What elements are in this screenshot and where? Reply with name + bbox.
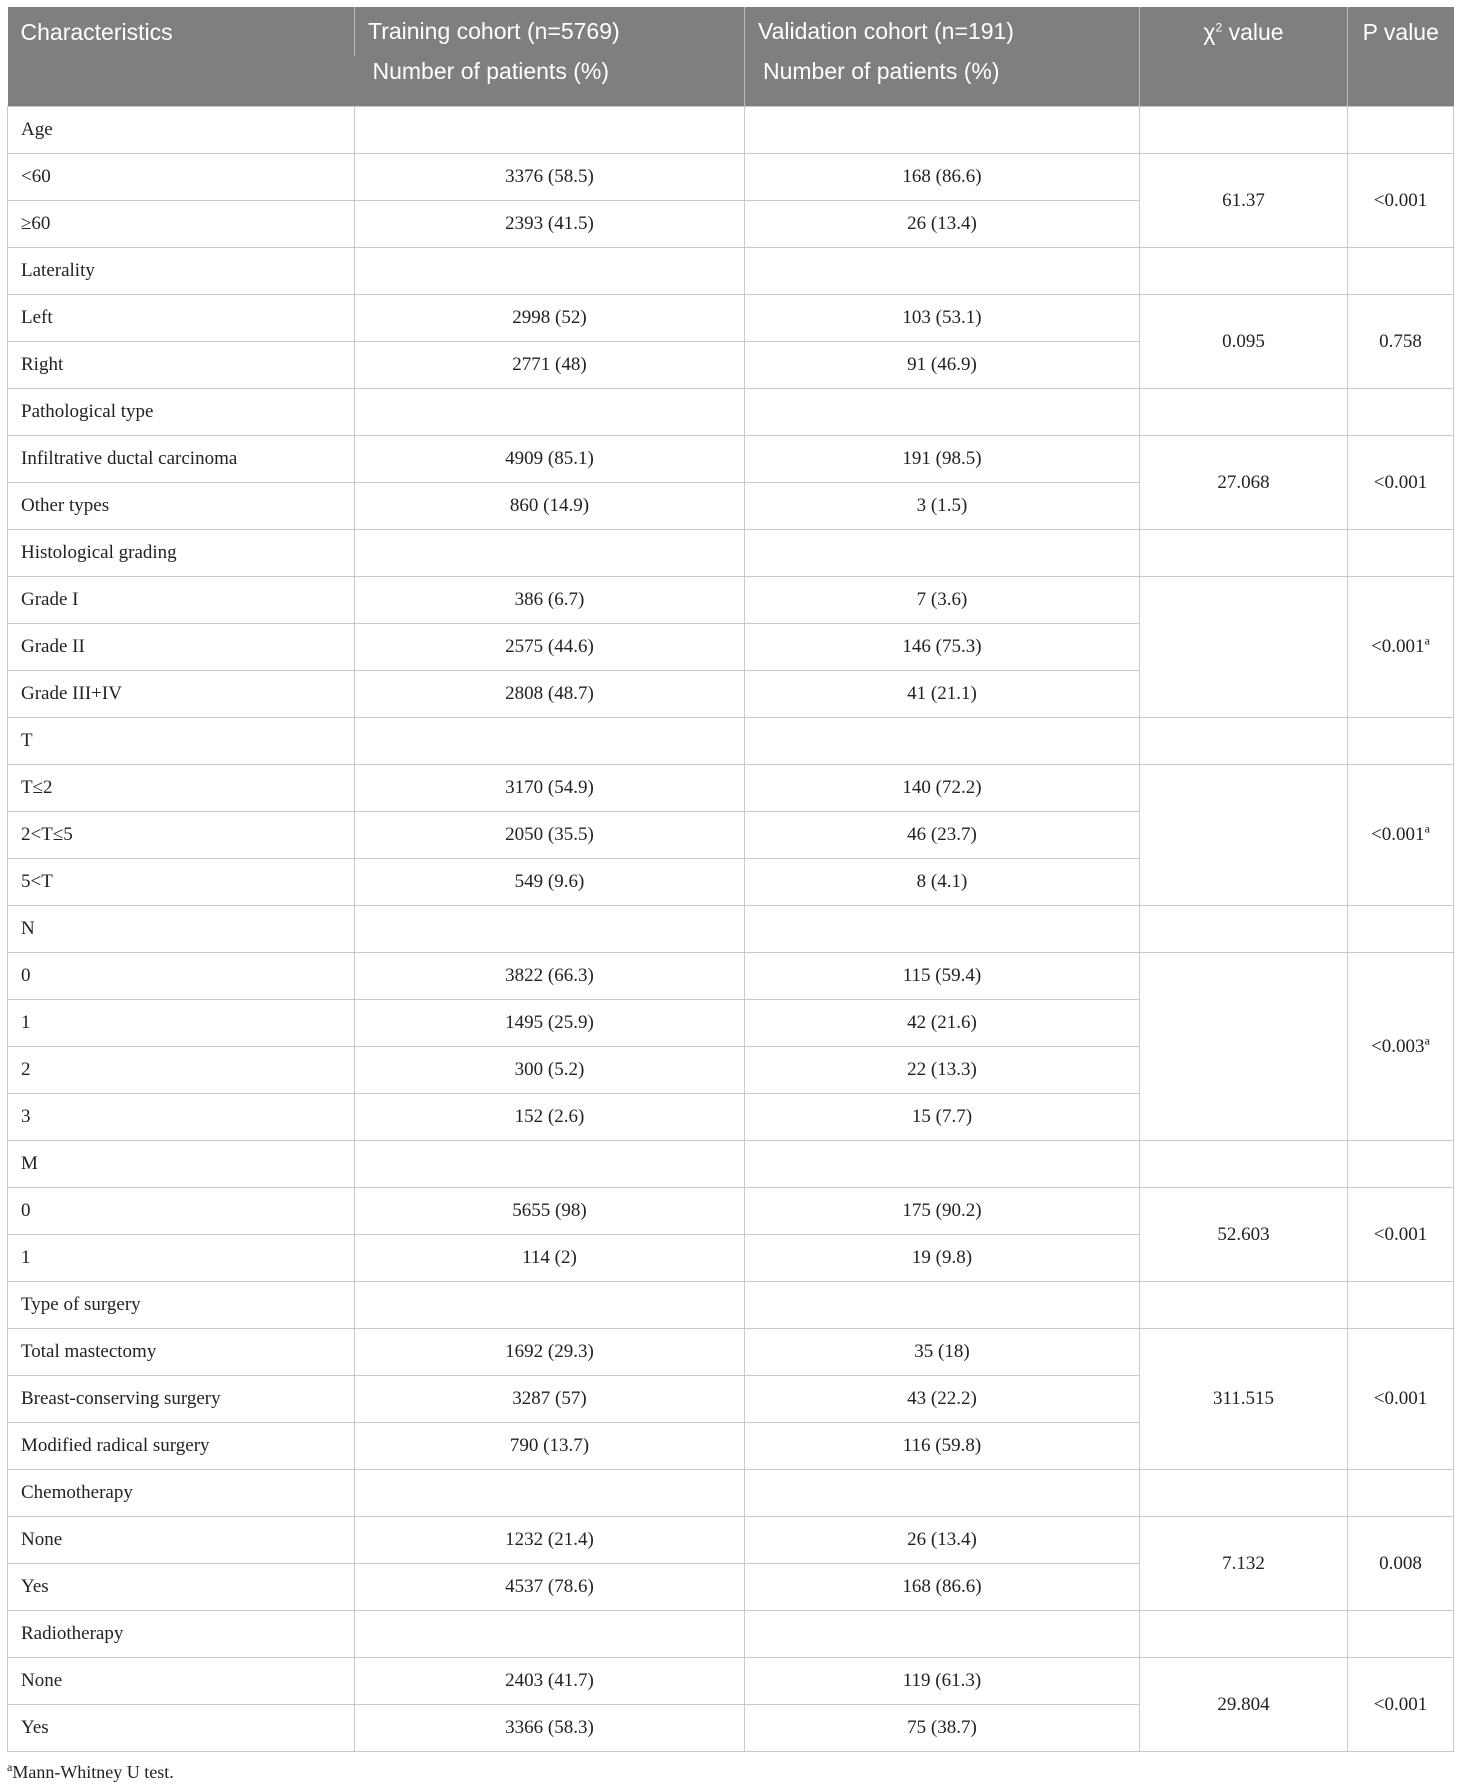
training-value: 4909 (85.1)	[355, 436, 745, 483]
table-container	[7, 7, 1453, 1752]
training-value: 1232 (21.4)	[355, 1517, 745, 1564]
training-value: 1495 (25.9)	[355, 1000, 745, 1047]
p-value	[1348, 1658, 1454, 1752]
validation-value: 46 (23.7)	[745, 812, 1140, 859]
row-label: 0	[8, 953, 355, 1000]
group-validation-empty	[745, 1282, 1140, 1329]
training-value: 386 (6.7)	[355, 577, 745, 624]
table-row	[8, 154, 1454, 201]
group-p-empty	[1348, 718, 1454, 765]
table-row	[8, 436, 1454, 483]
row-label: None	[8, 1658, 355, 1705]
col-training: Training cohort (n=5769)	[355, 7, 745, 56]
group-training-empty	[355, 389, 745, 436]
row-label: 2<T≤5	[8, 812, 355, 859]
p-value-text: <0.001	[1373, 1693, 1428, 1715]
training-value: 152 (2.6)	[355, 1094, 745, 1141]
training-value: 5655 (98)	[355, 1188, 745, 1235]
col-chi-square	[1140, 7, 1348, 107]
row-label: Grade III+IV	[8, 671, 355, 718]
p-value-superscript: a	[1424, 821, 1430, 836]
footnote-text: Mann-Whitney U test.	[12, 1762, 174, 1782]
validation-value: 103 (53.1)	[745, 295, 1140, 342]
row-label: Infiltrative ductal carcinoma	[8, 436, 355, 483]
footnote-marker: a	[7, 1760, 13, 1774]
group-chi-empty	[1140, 530, 1348, 577]
training-value: 2575 (44.6)	[355, 624, 745, 671]
validation-value: 7 (3.6)	[745, 577, 1140, 624]
group-training-empty	[355, 906, 745, 953]
group-training-empty	[355, 530, 745, 577]
p-value-text: 0.008	[1379, 1552, 1422, 1574]
p-value-superscript: a	[1424, 633, 1430, 648]
group-header-row	[8, 906, 1454, 953]
validation-value: 26 (13.4)	[745, 1517, 1140, 1564]
p-value-text: <0.003	[1371, 1035, 1425, 1057]
group-validation-empty	[745, 107, 1140, 154]
validation-value: 140 (72.2)	[745, 765, 1140, 812]
p-value	[1348, 953, 1454, 1141]
row-label: Breast-conserving surgery	[8, 1376, 355, 1423]
group-chi-empty	[1140, 1282, 1348, 1329]
group-label: Chemotherapy	[8, 1470, 355, 1517]
group-header-row	[8, 1282, 1454, 1329]
group-label: Age	[8, 107, 355, 154]
group-training-empty	[355, 1141, 745, 1188]
row-label: Modified radical surgery	[8, 1423, 355, 1470]
row-label: T≤2	[8, 765, 355, 812]
group-validation-empty	[745, 1611, 1140, 1658]
validation-value: 26 (13.4)	[745, 201, 1140, 248]
group-header-row	[8, 1611, 1454, 1658]
validation-value: 115 (59.4)	[745, 953, 1140, 1000]
row-label: 3	[8, 1094, 355, 1141]
training-value: 3170 (54.9)	[355, 765, 745, 812]
group-label: T	[8, 718, 355, 765]
training-value: 2771 (48)	[355, 342, 745, 389]
row-label: 1	[8, 1000, 355, 1047]
group-chi-empty	[1140, 1470, 1348, 1517]
group-validation-empty	[745, 248, 1140, 295]
group-chi-empty	[1140, 107, 1348, 154]
p-value	[1348, 1188, 1454, 1282]
group-training-empty	[355, 248, 745, 295]
group-p-empty	[1348, 1470, 1454, 1517]
group-chi-empty	[1140, 248, 1348, 295]
row-label: Total mastectomy	[8, 1329, 355, 1376]
p-value-text: <0.001	[1371, 824, 1425, 845]
table-row	[8, 1188, 1454, 1235]
training-value: 3376 (58.5)	[355, 154, 745, 201]
row-label: <60	[8, 154, 355, 201]
table-row	[8, 765, 1454, 812]
group-chi-empty	[1140, 1141, 1348, 1188]
col-characteristics: Characteristics	[8, 7, 355, 107]
col-p-value: P value	[1348, 7, 1454, 107]
p-value	[1348, 765, 1454, 906]
chi-square-value: 27.068	[1140, 436, 1348, 530]
chi-square-value: 311.515	[1140, 1329, 1348, 1470]
group-label: M	[8, 1141, 355, 1188]
chi-square-value: 61.37	[1140, 154, 1348, 248]
training-value: 2393 (41.5)	[355, 201, 745, 248]
validation-value: 42 (21.6)	[745, 1000, 1140, 1047]
validation-value: 146 (75.3)	[745, 624, 1140, 671]
footnote	[7, 1762, 174, 1783]
group-label: Type of surgery	[8, 1282, 355, 1329]
group-training-empty	[355, 718, 745, 765]
p-value-text: <0.001	[1373, 189, 1428, 211]
group-header-row	[8, 530, 1454, 577]
training-value: 1692 (29.3)	[355, 1329, 745, 1376]
table-row	[8, 295, 1454, 342]
group-validation-empty	[745, 906, 1140, 953]
chi-value-label: value	[1222, 19, 1284, 45]
row-label: Left	[8, 295, 355, 342]
group-p-empty	[1348, 1611, 1454, 1658]
row-label: 5<T	[8, 859, 355, 906]
chi-square-value: 52.603	[1140, 1188, 1348, 1282]
chi-square-value: 29.804	[1140, 1658, 1348, 1752]
row-label: 1	[8, 1235, 355, 1282]
row-label: Grade I	[8, 577, 355, 624]
training-value: 860 (14.9)	[355, 483, 745, 530]
group-label: Histological grading	[8, 530, 355, 577]
group-validation-empty	[745, 530, 1140, 577]
group-p-empty	[1348, 530, 1454, 577]
row-label: Right	[8, 342, 355, 389]
group-header-row	[8, 1141, 1454, 1188]
chi-symbol: χ	[1203, 19, 1216, 45]
group-header-row	[8, 107, 1454, 154]
validation-value: 22 (13.3)	[745, 1047, 1140, 1094]
validation-value: 168 (86.6)	[745, 154, 1140, 201]
group-p-empty	[1348, 906, 1454, 953]
validation-value: 43 (22.2)	[745, 1376, 1140, 1423]
training-value: 2403 (41.7)	[355, 1658, 745, 1705]
p-value-text: <0.001	[1373, 471, 1428, 493]
table-row	[8, 1329, 1454, 1376]
table-header	[8, 7, 1454, 107]
chi-square-value: 7.132	[1140, 1517, 1348, 1611]
training-value: 790 (13.7)	[355, 1423, 745, 1470]
group-validation-empty	[745, 1141, 1140, 1188]
table-row	[8, 1517, 1454, 1564]
group-p-empty	[1348, 1141, 1454, 1188]
group-label: N	[8, 906, 355, 953]
table-row	[8, 1658, 1454, 1705]
row-label: None	[8, 1517, 355, 1564]
p-value-text: 0.758	[1379, 330, 1422, 352]
p-value	[1348, 1329, 1454, 1470]
row-label: 0	[8, 1188, 355, 1235]
group-validation-empty	[745, 389, 1140, 436]
group-validation-empty	[745, 718, 1140, 765]
row-label: Yes	[8, 1705, 355, 1752]
p-value	[1348, 577, 1454, 718]
group-header-row	[8, 718, 1454, 765]
p-value-text: <0.001	[1371, 636, 1425, 657]
validation-value: 175 (90.2)	[745, 1188, 1140, 1235]
validation-value: 41 (21.1)	[745, 671, 1140, 718]
p-value	[1348, 154, 1454, 248]
group-label: Pathological type	[8, 389, 355, 436]
col-training-sub: Number of patients (%)	[355, 56, 745, 107]
group-chi-empty	[1140, 718, 1348, 765]
group-label: Radiotherapy	[8, 1611, 355, 1658]
group-label: Laterality	[8, 248, 355, 295]
p-value	[1348, 436, 1454, 530]
validation-value: 75 (38.7)	[745, 1705, 1140, 1752]
group-p-empty	[1348, 1282, 1454, 1329]
row-label: Yes	[8, 1564, 355, 1611]
group-header-row	[8, 248, 1454, 295]
chi-superscript: 2	[1215, 20, 1223, 35]
chi-square-value	[1140, 953, 1348, 1141]
validation-value: 15 (7.7)	[745, 1094, 1140, 1141]
p-value-superscript: a	[1424, 1033, 1430, 1048]
row-label: 2	[8, 1047, 355, 1094]
header-row	[8, 7, 1454, 56]
training-value: 2998 (52)	[355, 295, 745, 342]
group-p-empty	[1348, 107, 1454, 154]
row-label: Grade II	[8, 624, 355, 671]
chi-square-value: 0.095	[1140, 295, 1348, 389]
group-validation-empty	[745, 1470, 1140, 1517]
table-row	[8, 577, 1454, 624]
validation-value: 91 (46.9)	[745, 342, 1140, 389]
group-header-row	[8, 389, 1454, 436]
group-chi-empty	[1140, 906, 1348, 953]
validation-value: 116 (59.8)	[745, 1423, 1140, 1470]
chi-square-value	[1140, 765, 1348, 906]
p-value	[1348, 295, 1454, 389]
training-value: 300 (5.2)	[355, 1047, 745, 1094]
training-value: 3287 (57)	[355, 1376, 745, 1423]
row-label: Other types	[8, 483, 355, 530]
group-training-empty	[355, 1282, 745, 1329]
validation-value: 3 (1.5)	[745, 483, 1140, 530]
table-row	[8, 953, 1454, 1000]
validation-value: 119 (61.3)	[745, 1658, 1140, 1705]
training-value: 4537 (78.6)	[355, 1564, 745, 1611]
validation-value: 8 (4.1)	[745, 859, 1140, 906]
col-validation-sub: Number of patients (%)	[745, 56, 1140, 107]
group-header-row	[8, 1470, 1454, 1517]
table-body	[8, 107, 1454, 1752]
group-chi-empty	[1140, 389, 1348, 436]
p-value-text: <0.001	[1373, 1388, 1428, 1409]
training-value: 3822 (66.3)	[355, 953, 745, 1000]
row-label: ≥60	[8, 201, 355, 248]
validation-value: 19 (9.8)	[745, 1235, 1140, 1282]
p-value	[1348, 1517, 1454, 1611]
validation-value: 35 (18)	[745, 1329, 1140, 1376]
group-training-empty	[355, 107, 745, 154]
characteristics-table	[7, 7, 1454, 1752]
group-chi-empty	[1140, 1611, 1348, 1658]
training-value: 2050 (35.5)	[355, 812, 745, 859]
validation-value: 168 (86.6)	[745, 1564, 1140, 1611]
p-value-text: <0.001	[1373, 1223, 1428, 1245]
training-value: 549 (9.6)	[355, 859, 745, 906]
group-p-empty	[1348, 248, 1454, 295]
group-training-empty	[355, 1611, 745, 1658]
training-value: 2808 (48.7)	[355, 671, 745, 718]
training-value: 114 (2)	[355, 1235, 745, 1282]
chi-square-value	[1140, 577, 1348, 718]
group-training-empty	[355, 1470, 745, 1517]
group-p-empty	[1348, 389, 1454, 436]
training-value: 3366 (58.3)	[355, 1705, 745, 1752]
validation-value: 191 (98.5)	[745, 436, 1140, 483]
col-validation: Validation cohort (n=191)	[745, 7, 1140, 56]
